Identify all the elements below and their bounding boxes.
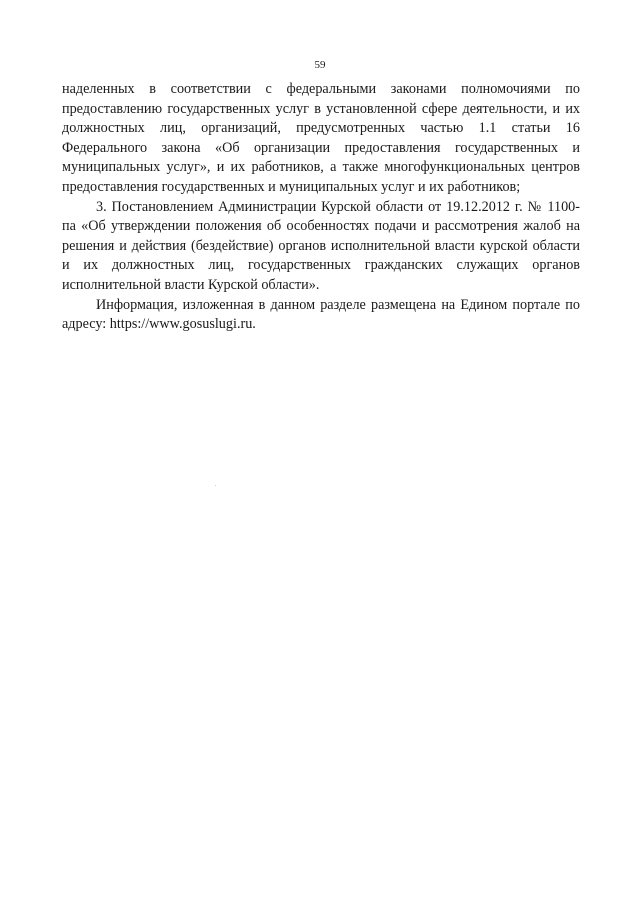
document-body [62, 80, 580, 335]
page-number: 59 [314, 59, 326, 71]
scan-speck [215, 485, 216, 486]
paragraph-information: Информация, изложенная в данном разделе размещена на Едином портале по адресу: https://www.gosuslugi.ru. [62, 296, 580, 333]
paragraph-continuation: наделенных в соответствии с федеральными законами полномочиями по предоставлению государственных услуг в установленной сфере деятельности, и их должностных лиц, организаций, предусмотренных частью 1.1 статьи 16 Федерального закона «Об организации предоставления государственных и муниципальных услуг», и их работников, а также многофункциональных центров предоставления государственных и муниципальных услуг и их работников; [62, 81, 580, 195]
paragraph-item-3: 3. Постановлением Администрации Курской области от 19.12.2012 г. № 1100-па «Об утверждении положения об особенностях подачи и рассмотрения жалоб на решения и действия (бездействие) органов исполнительной власти курской области и их должностных лиц, государственных гражданских служащих органов исполнительной власти Курской области». [62, 198, 580, 293]
